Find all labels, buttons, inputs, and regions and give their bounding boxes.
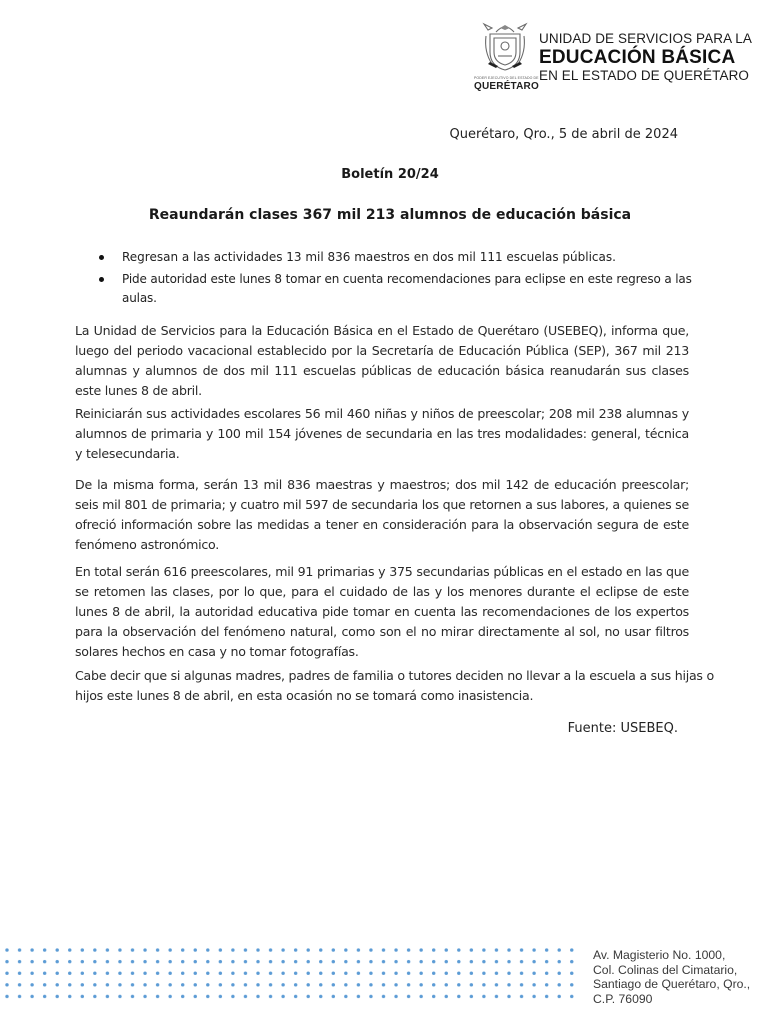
paragraph-text: La Unidad de Servicios para la Educación Básica en el Estado de Querétaro (USEBEQ), informa que, luego del periodo vacacional establecido por la Secretaría de Educación Pública (SEP), 367 mil 213 alumnas y alumnos de dos mil 111 escuelas públicas de educación básica reanudarán sus clases este lunes 8 de abril. <box>75 323 689 398</box>
paragraph-2 <box>75 404 689 464</box>
bullet-icon <box>99 277 104 282</box>
crest-caption: PODER EJECUTIVO DEL ESTADO DE <box>474 76 539 80</box>
coat-of-arms-icon <box>482 22 528 74</box>
paragraph-text: Cabe decir que si algunas madres, padres de familia o tutores deciden no llevar a la escuela a sus hijas o hijos este lunes 8 de abril, en esta ocasión no se tomará como inasistencia. <box>75 668 714 703</box>
paragraph-1 <box>75 321 689 401</box>
usebeq-logo <box>474 18 764 100</box>
headline: Reaundarán clases 367 mil 213 alumnos de educación básica <box>148 207 632 223</box>
paragraph-text: En total serán 616 preescolares, mil 91 primarias y 375 secundarias públicas en el estado en las que se retomen las clases, por lo que, para el cuidado de las y los menores durante el eclipse de este lunes 8 de abril, la autoridad educativa pide tomar en cuenta las recomendaciones de los expertos para la observación del fenómeno natural, como son el no mirar directamente al sol, no usar filtros solares hechos en casa y no tomar fotografías. <box>75 564 689 659</box>
footer-address <box>593 948 750 1006</box>
address-line: Av. Magisterio No. 1000, <box>593 948 726 962</box>
bullet-icon <box>99 255 104 260</box>
org-name-line1: UNIDAD DE SERVICIOS PARA LA <box>539 31 753 46</box>
highlight-item <box>96 270 692 308</box>
highlight-item <box>96 248 692 267</box>
address-line: Santiago de Querétaro, Qro., <box>593 977 751 992</box>
bulletin-number: Boletín 20/24 <box>341 167 439 182</box>
dot-pattern-decoration <box>0 944 575 1006</box>
org-name-line3: EN EL ESTADO DE QUERÉTARO <box>539 68 750 83</box>
paragraph-text: Reiniciarán sus actividades escolares 56 mil 460 niñas y niños de preescolar; 208 mil 238 alumnas y alumnos de primaria y 100 mil 154 jóvenes de secundaria en las tres modalidades: general, técnica y telesecundaria. <box>75 406 689 461</box>
source-credit: Fuente: USEBEQ. <box>567 721 678 736</box>
address-line: C.P. 76090 <box>593 991 653 1006</box>
highlight-text: Regresan a las actividades 13 mil 836 maestros en dos mil 111 escuelas públicas. <box>122 250 616 264</box>
paragraph-3 <box>75 475 689 555</box>
highlights-list <box>96 248 692 311</box>
paragraph-5 <box>75 666 715 706</box>
highlight-text: Pide autoridad este lunes 8 tomar en cuenta recomendaciones para eclipse en este regreso a las aulas. <box>122 272 692 305</box>
document-date: Querétaro, Qro., 5 de abril de 2024 <box>449 127 678 142</box>
paragraph-4 <box>75 562 689 662</box>
paragraph-text: De la misma forma, serán 13 mil 836 maestras y maestros; dos mil 142 de educación preescolar; seis mil 801 de primaria; y cuatro mil 597 de secundaria los que retornen a sus labores, a quienes se ofreció información sobre las medidas a tener en consideración para la observación segura de este fenómeno astronómico. <box>75 477 689 552</box>
address-line: Col. Colinas del Cimatario, <box>593 962 738 977</box>
crest-name: QUERÉTARO <box>474 81 539 92</box>
org-name-line2: EDUCACIÓN BÁSICA <box>539 47 736 68</box>
